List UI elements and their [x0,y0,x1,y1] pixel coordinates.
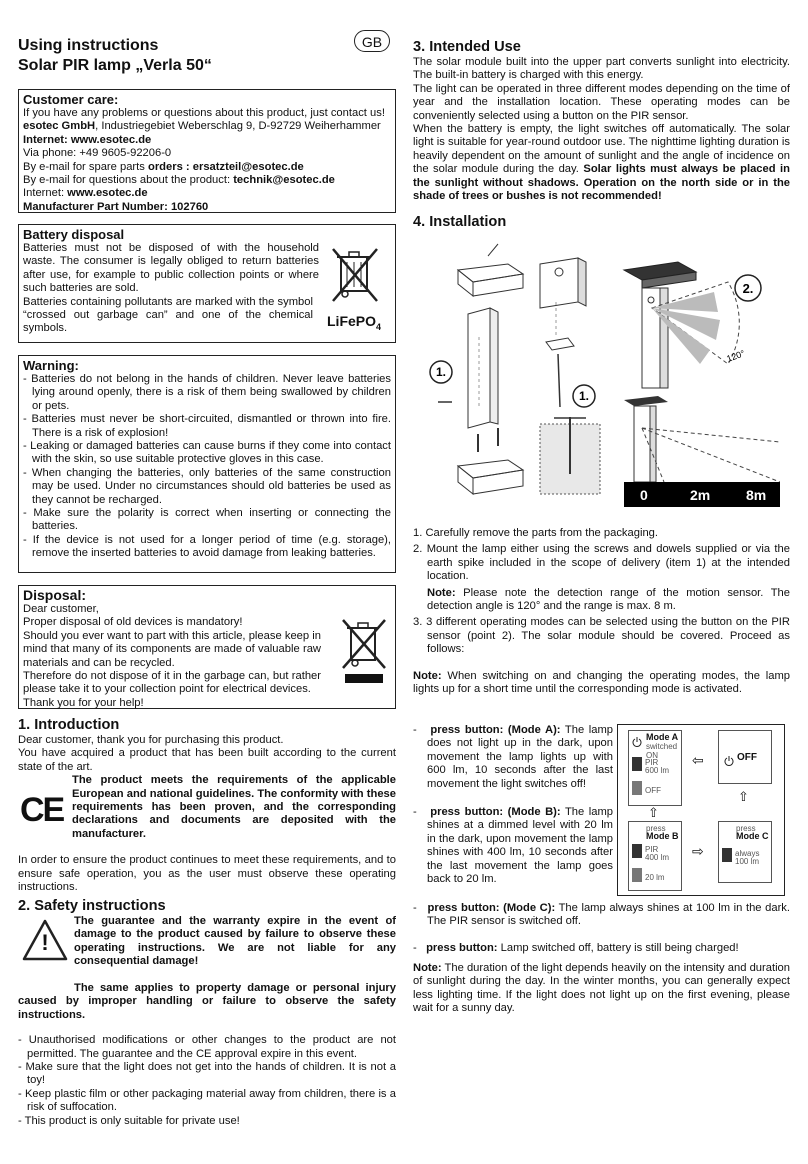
off-title: OFF [737,752,757,763]
installation-heading-wrap [413,213,506,231]
mode-a-off: OFF [645,786,661,795]
mode-b-pir: PIR [645,845,659,854]
mode-c-label: press button: (Mode C): [427,902,556,914]
company-line [23,120,391,133]
warning-sign-text: ! [41,930,49,955]
internet-link[interactable]: www.esotec.de [70,133,152,146]
mode-c-block [413,902,790,929]
mode-b-night-icon [632,868,642,882]
safety-item: - Unauthorised modifications or other changes to the product are not permitted. The guarantee and the CE approval expire in this event. [18,1034,396,1060]
warning-item: - Make sure the polarity is correct when inserting or connecting the batteries. [23,507,391,533]
mode-b-lm: 400 lm [645,853,670,862]
installation-steps [413,527,790,696]
mode-a-panel [628,730,682,806]
customer-care-heading: Customer care: [23,92,119,107]
range-label-0: 0 [640,487,648,503]
range-label-2m: 2m [690,487,711,503]
mode-c-text: - press button: (Mode C): The lamp always shines at 100 lm in the dark. The PIR sensor is switched off. [413,902,791,928]
safety-warning-block [18,915,396,982]
mode-b-title: Mode B [646,831,679,841]
mode-diagram [617,724,785,896]
mode-c-panel [718,821,772,883]
disposal-line-1: Proper disposal of old devices is mandatory! [23,616,243,629]
email-question-link[interactable]: technik@esotec.de [233,174,335,187]
internet-line [23,134,391,147]
warning-item: - If the device is not used for a longer period of time (e.g. storage), remove the inserted batteries to avoid damage from leaking batteries. [23,533,391,560]
warning-item: - When changing the batteries, only batteries of the same construction may be used. Under no circumstances should old batteries be used as they cannot be recharged. [23,466,391,506]
language-badge: GB [354,30,390,52]
mode-off-text: - press button: Lamp switched off, battery is still being charged! [413,942,739,954]
installation-note-2 [413,670,790,697]
mode-a-title: Mode A [646,732,679,742]
installation-step-3: 3. 3 different operating modes can be selected using the button on the PIR sensor (point 2). The solar module should be covered. Proceed as follows: [413,616,790,656]
installation-figure [428,242,780,507]
email-spare-link[interactable]: ersatzteil@esotec.de [192,160,304,173]
installation-step-list [413,527,790,584]
mode-c-lm: 100 lm [735,857,760,866]
disposal-greeting: Dear customer, [23,603,99,615]
mode-b-low: 20 lm [645,873,665,882]
intended-use-text-1: The solar module built into the upper part converts sunlight into electricity. The built-in battery is charged with this energy. [413,56,790,82]
installation-note-label: Note: [427,586,456,599]
final-note [413,962,790,1016]
installation-drawing [428,242,780,507]
customer-care-box [18,89,396,213]
battery-disposal-box [18,224,396,343]
warning-box [18,355,396,573]
disposal-text-2: Therefore do not dispose of it in the garbage can, but rather please take it to your collection point for electrical devices. [23,670,321,696]
night-icon [632,781,642,795]
battery-disposal-heading: Battery disposal [23,227,125,242]
introduction-heading: 1. Introduction [18,717,120,733]
intended-use-section [413,38,790,203]
intended-use-heading: 3. Intended Use [413,39,521,55]
part-number [23,201,391,214]
safety-section [18,897,396,1128]
title-line-2: Solar PIR lamp „Verla 50“ [18,57,212,74]
installation-note-2-label: Note: [413,669,442,682]
title-line-1: Using instructions [18,37,159,54]
mode-b-panel [628,821,682,891]
warning-triangle-icon [22,919,68,966]
mode-c-lamp-icon [722,848,732,862]
disposal-text-1: Should you ever want to part with this article, please keep in mind that many of its components are made of valuable raw materials and can be recycled. [23,629,321,669]
mode-b-press: press [646,824,666,833]
mode-a-lm: 600 lm [645,766,670,775]
power-icon [632,734,642,752]
mode-off-desc: Lamp switched off, battery is still being charged! [497,942,739,954]
warning-list [23,373,391,561]
installation-note-2-text: When switching on and changing the operating modes, the lamp lights up for a short time until the corresponding mode is activated. [413,669,790,696]
callout-1a: 1. [435,365,447,379]
company-address: , Industriegebiet Weberschlag 9, D-92729 Weiherhammer [95,120,381,133]
mode-a-text: - press button: (Mode A): The lamp does not light up in the dark, upon movement the lamp lights up with 600 lm, 10 seconds after the last movement the light switches off! [413,724,613,790]
weee-bin-icon [341,616,387,689]
arrow-right-icon: ⇨ [692,843,704,859]
off-power-icon [724,753,734,771]
off-panel [718,730,772,784]
mode-a-block [413,724,613,791]
chem-symbol [327,313,381,335]
mode-c-desc: The lamp always shines at 100 lm in the dark. The PIR sensor is switched off. [427,902,791,928]
intended-use-text-2: The light can be operated in three different modes depending on the time of year and the installation location. These operating modes can be conveniently selected using a button on the PIR sensor. [413,82,790,122]
mode-b-desc: The lamp shines at a dimmed level with 20 lm in the dark, upon movement the lamp shines with 400 lm, 10 seconds after the last movement the lamp goes back to 20 lm. [427,806,613,886]
phone-line: Via phone: +49 9605-92206-0 [23,147,172,160]
email-spare-bold: orders : [147,160,193,173]
final-note-text: The duration of the light depends heavily on the intensity and duration of sunlight during the day. In the winter months, you can generally expect less lighting time. If the light does not light up on the first evening, please wait for a sunny day. [413,962,790,1015]
internet2-line [23,187,391,200]
pir-icon [632,757,642,771]
arrow-up-icon-2: ⇧ [738,789,749,804]
mode-b-pir-icon [632,844,642,858]
email-question-prefix: By e-mail for questions about the product: [23,174,234,187]
intended-use-text-3a: When the battery is empty, the light switches off automatically. The solar light is suitable for year-round outdoor use. The nighttime lighting duration is heavily dependent on the amount of sunlight and the angle of incidence on the solar module during the day. [413,123,790,176]
introduction-section [18,716,396,894]
mode-c-press: press [736,824,756,833]
safety-item: - Make sure that the light does not get into the hands of children. It is not a toy! [18,1061,396,1087]
document-title [18,36,358,76]
safety-item: - This product is only suitable for private use! [18,1114,240,1127]
installation-step-2: 2. Mount the lamp either using the screws and dowels supplied or via the earth spike included in the scope of delivery (item 1) at the intended location. [413,543,790,583]
battery-disposal-text-2: Batteries containing pollutants are marked with the symbol “crossed out garbage can” and one of the chemical symbols. [23,295,313,335]
installation-step-1: 1. Carefully remove the parts from the packaging. [413,527,658,539]
warning-item: - Batteries do not belong in the hands of children. Never leave batteries lying around openly, there is a risk of them being swallowed by children or pets. [23,373,391,412]
angle-label: 120° [725,348,747,364]
internet2-link[interactable]: www.esotec.de [67,187,148,200]
battery-disposal-text-1: Batteries must not be disposed of with the household waste. The consumer is legally obliged to return batteries after use, for example to public collection points or where such batteries are sold. [23,242,319,295]
mode-a-sub: switched ON [646,742,678,760]
installation-heading: 4. Installation [413,214,507,230]
introduction-line-3: In order to ensure the product continues to meet these requirements, and to ensure safe operation, you as the user must observe these operating instructions. [18,854,396,894]
chem-label: LiFePO [327,313,377,329]
email-spare-prefix: By e-mail for spare parts [23,160,148,173]
mode-b-block [413,806,613,886]
arrow-left-icon: ⇦ [692,752,704,768]
callout-2: 2. [742,281,754,296]
mode-a-label: press button: (Mode A): [430,724,561,736]
crossed-bin-icon [331,247,379,308]
email-spare-line [23,161,391,174]
safety-bold-1: The guarantee and the warranty expire in the event of damage to the product caused by failure to observe these operating instructions. We are not liable for any consequential damage! [74,915,396,968]
ce-mark: CE [20,791,64,830]
mode-b-text: - press button: (Mode B): The lamp shines at a dimmed level with 20 lm in the dark, upon movement the lamp shines with 400 lm, 10 seconds after the last movement the lamp goes back to 20 lm. [413,806,613,886]
chem-sub: 4 [376,321,382,332]
final-note-label: Note: [413,962,442,974]
company-name: esotec GmbH [23,120,96,133]
mode-off-label: press button: [426,942,498,954]
intended-use-text-3b: Solar lights must always be placed in the sunlight without shadows. Operation on the north side or in the shade of trees or bushes is not recommended! [413,163,790,203]
mode-a-pir: PIR [645,758,659,767]
callout-1b: 1. [578,389,590,403]
disposal-heading: Disposal: [23,587,87,603]
warning-item: - Leaking or damaged batteries can cause burns if they come into contact with the skin, so use suitable protective gloves in this case. [23,440,391,466]
email-question-line [23,174,391,187]
intended-use-text-3 [413,123,790,203]
mode-off-block [413,942,790,955]
arrow-up-icon: ⇧ [648,805,659,820]
mode-a-desc: The lamp does not light up in the dark, upon movement the lamp lights up with 600 lm, 10 seconds after the last movement the light switches off! [427,724,613,790]
safety-list [18,1034,396,1128]
disposal-thanks: Thank you for your help! [23,696,144,709]
installation-step-list-2 [413,616,790,656]
range-label-8m: 8m [746,487,767,503]
warning-item: - Batteries must never be short-circuited, dismantled or thrown into fire. There is a risk of explosion! [23,413,391,439]
introduction-line-2: You have acquired a product that has been built according to the current state of the art. [18,747,396,773]
installation-note [413,587,790,614]
mode-b-label: press button: (Mode B): [430,806,561,818]
introduction-conformity: The product meets the requirements of the applicable European and national guidelines. The conformity with these requirements has been proven, and the corresponding declarations and documents are deposited with the manufacturer. [72,774,396,840]
installation-note-text: Please note the detection range of the motion sensor. The detection angle is 120° and the range is max. 8 m. [427,586,790,613]
mode-c-title: Mode C [736,831,769,841]
safety-heading: 2. Safety instructions [18,898,166,914]
safety-item: - Keep plastic film or other packaging material away from children, there is a risk of suffocation. [18,1087,396,1114]
introduction-line-1: Dear customer, thank you for purchasing this product. [18,734,284,746]
mode-c-always: always [735,849,760,858]
disposal-box [18,585,396,709]
part-number-text: Manufacturer Part Number: 102760 [23,200,209,213]
final-note-block [413,962,790,1016]
internet-label: Internet: [23,133,71,146]
ce-block [18,774,396,854]
safety-bold-2: The same applies to property damage or personal injury caused by improper handling or failure to observe the safety instructions. [18,982,396,1021]
internet2-label: Internet: [23,187,68,200]
customer-care-intro: If you have any problems or questions about this product, just contact us! [23,107,385,119]
warning-heading: Warning: [23,358,79,373]
